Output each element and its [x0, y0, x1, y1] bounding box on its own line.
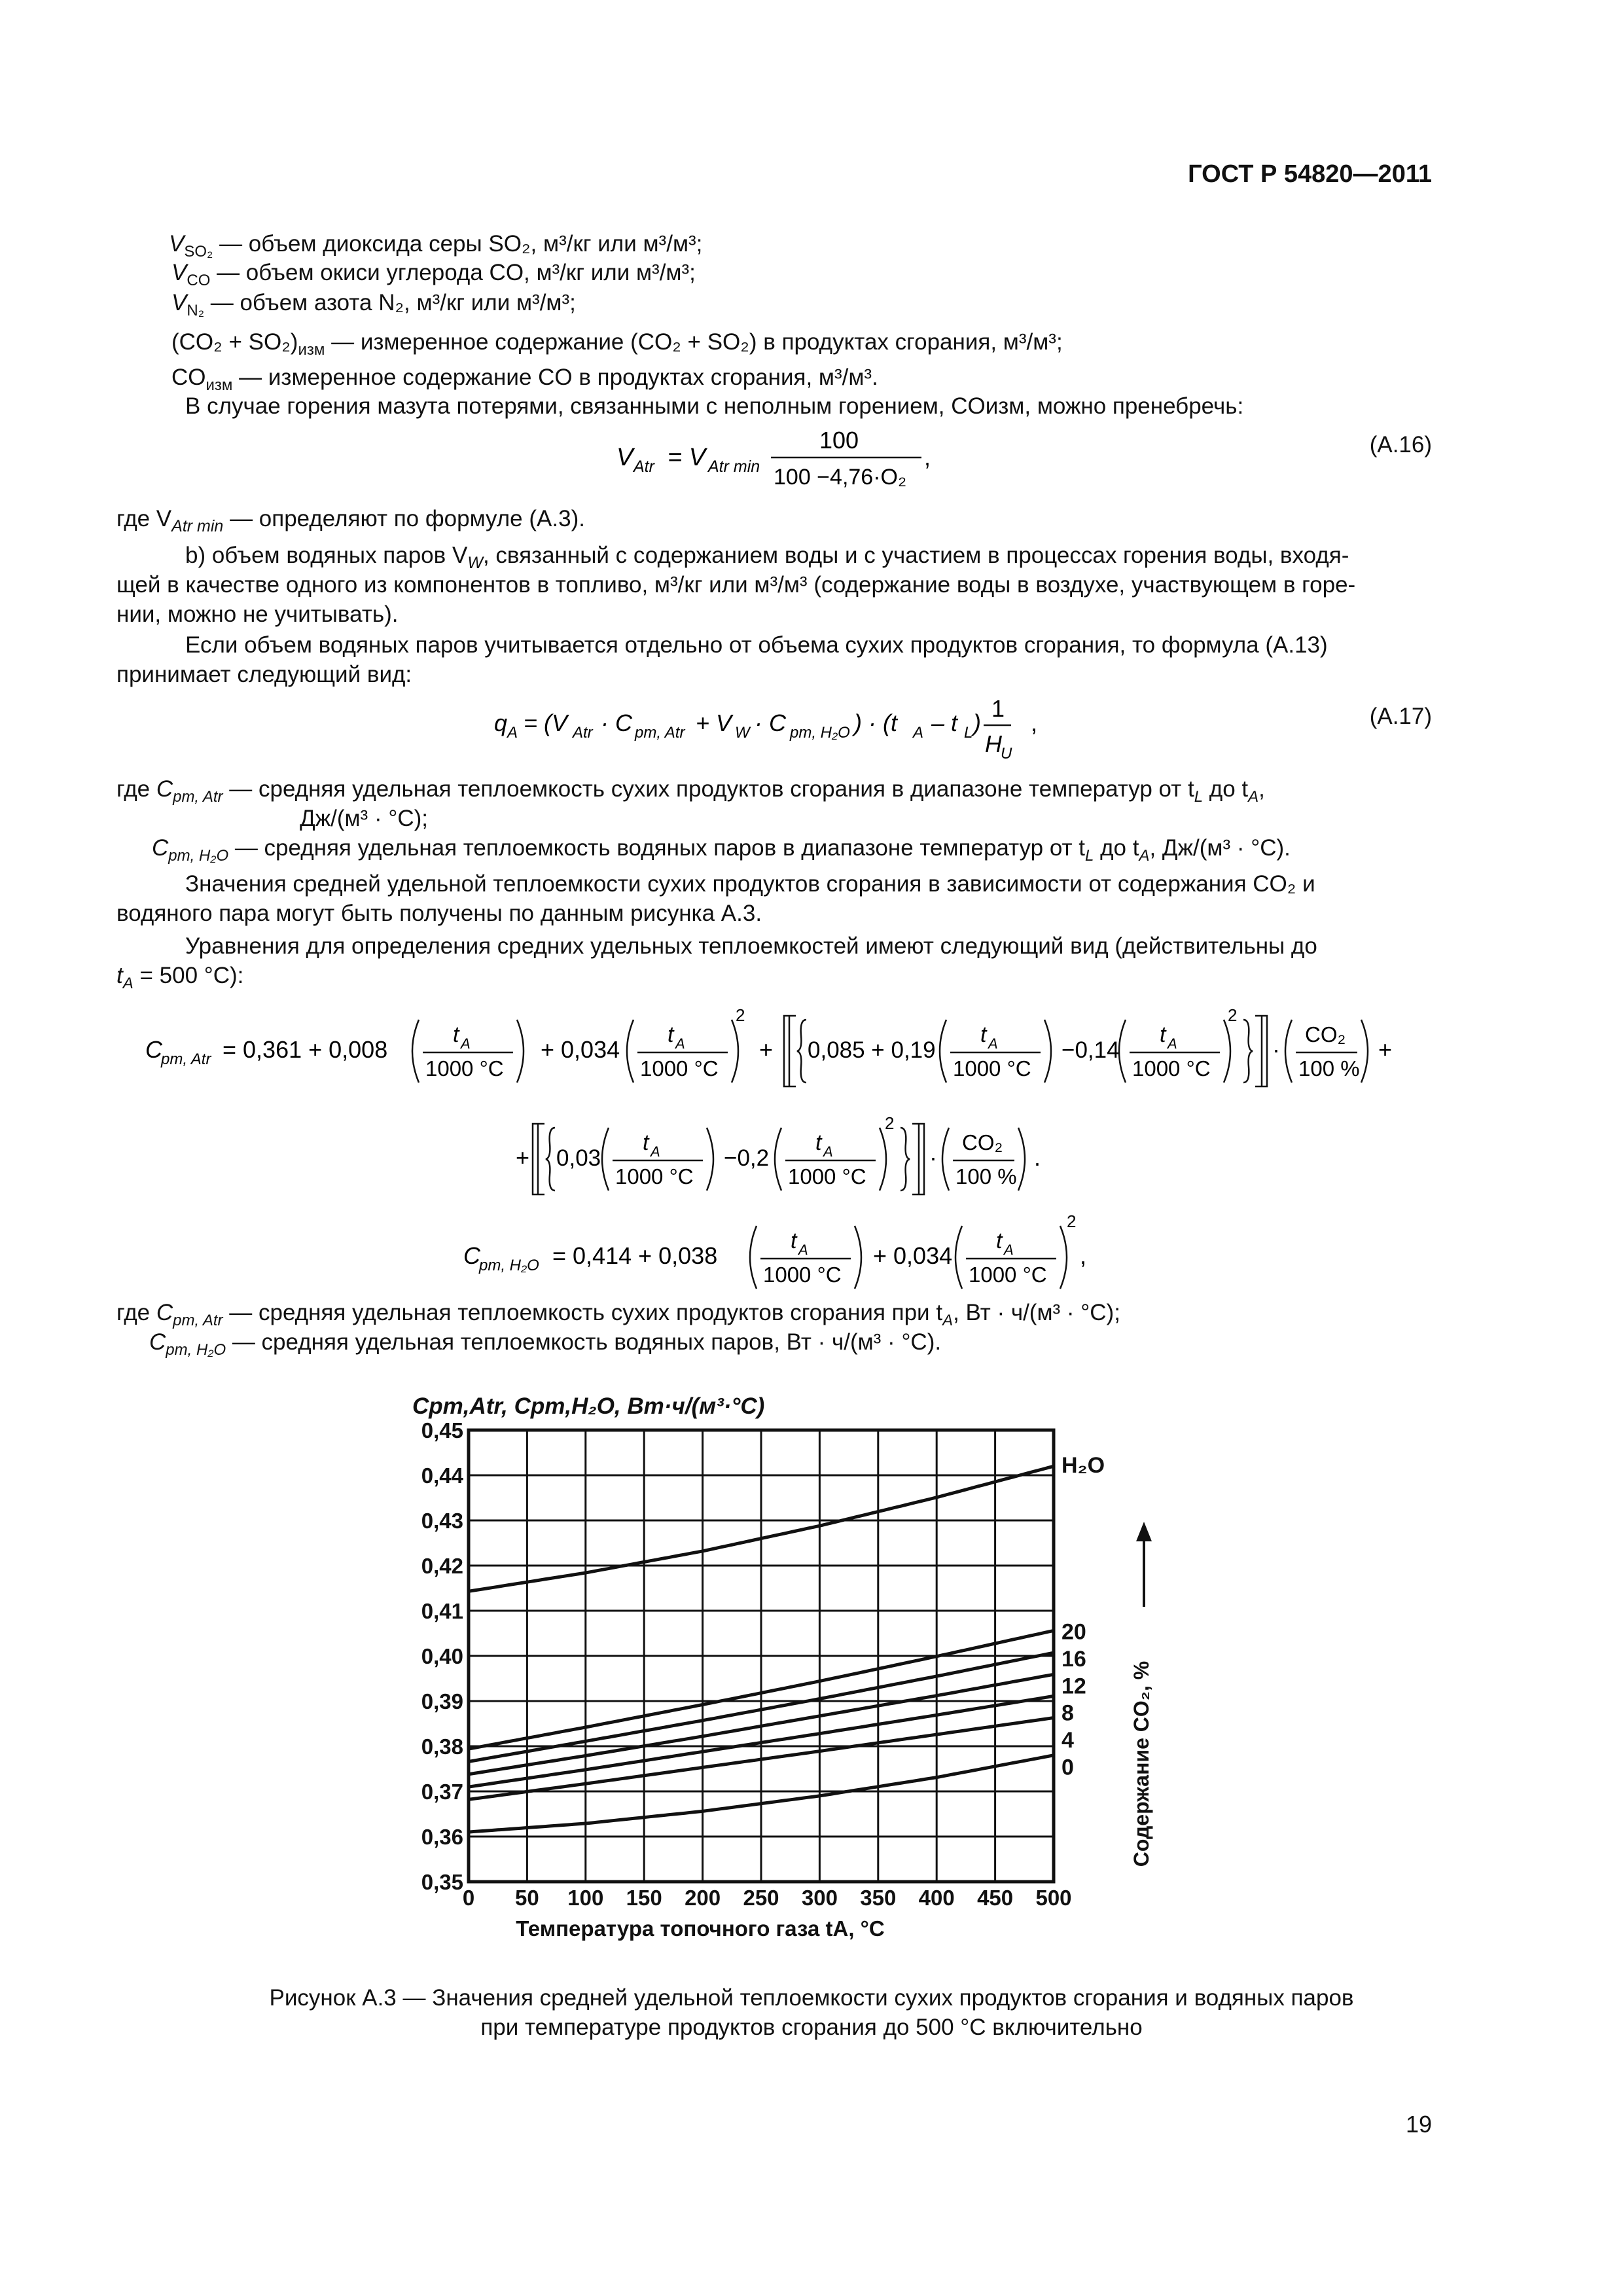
eq17-c1: · C [601, 709, 632, 736]
series-label: 0 [1061, 1755, 1074, 1780]
equation-cpm-h2o [458, 1208, 1099, 1299]
series-label: 8 [1061, 1700, 1074, 1726]
cpm-tail: . [1034, 1144, 1041, 1171]
eq16-rhs-sub: Atr min [708, 457, 760, 476]
eq17-open: = (V [524, 709, 568, 736]
y-tick-label: 0,39 [421, 1689, 463, 1713]
chart-right-axis-label: Содержание CO₂, % [1130, 1660, 1153, 1867]
cpm-co2-den: 100 % [1298, 1056, 1360, 1081]
chart-xlabel: Температура топочного газа tA, °C [516, 1916, 885, 1941]
cpm-frac-num-sub: A [651, 1143, 660, 1160]
eq17-number: (А.17) [1369, 704, 1432, 729]
h2o-frac-num: t [996, 1229, 1003, 1253]
para-b-line3: нии, можно не учитывать). [116, 601, 399, 627]
series-label: 16 [1061, 1647, 1086, 1672]
paren-left [942, 1128, 949, 1191]
equation-cpm-atr-line1 [145, 1001, 1402, 1093]
eq17-close: ) [973, 709, 981, 736]
paren-right [1018, 1128, 1025, 1191]
arrow-head [1136, 1522, 1152, 1541]
para-values-line2: водяного пара могут быть получены по данным рисунка А.3. [116, 901, 762, 926]
eq17-q-sub: A [507, 724, 518, 742]
where-label: где [116, 776, 156, 802]
where-t2: A [1248, 788, 1259, 806]
def-symbol-sub: изм [205, 376, 233, 394]
def-text: — измеренное содержание CO в продуктах сгорания, м³/м³. [232, 365, 878, 390]
where-sym: C [152, 835, 169, 861]
def-text: — объем диоксида серы SO₂, м³/кг или м³/м³; [213, 231, 703, 257]
para-separate-line2: принимает следующий вид: [116, 662, 412, 687]
cpm-c8: −0,2 [724, 1145, 770, 1171]
para-eqs-line1: Уравнения для определения средних удельных теплоемкостей имеют следующий вид (действительны до [185, 933, 1317, 959]
def-symbol: V [171, 290, 187, 315]
cpm-co2-num: CO₂ [962, 1130, 1003, 1155]
def-symbol-sub: SO₂ [184, 243, 213, 260]
paren-right [1060, 1226, 1067, 1289]
cpm-frac-num-sub: A [823, 1143, 833, 1160]
eq16-tail: , [924, 444, 931, 471]
para-b-start: b) объем водяных паров V [185, 543, 468, 568]
h2o-c0: = 0,414 + 0,038 [552, 1242, 718, 1269]
paren-right [855, 1226, 861, 1289]
eq17-tpart: ) · (t [854, 709, 897, 736]
figure-caption-line2: при температуре продуктов сгорания до 500 °C включительно [480, 2015, 1143, 2040]
chart-arrow [1136, 1522, 1152, 1607]
paren-left [602, 1128, 609, 1191]
cpm-frac-den: 1000 °C [425, 1056, 504, 1081]
bracket-right [1255, 1016, 1267, 1086]
equation-cpm-atr-line2 [510, 1109, 1086, 1201]
where-final-line2 [149, 1329, 941, 1364]
cpm-c1: + 0,034 [541, 1036, 620, 1063]
where-text: — средняя удельная теплоемкость водяных паров в диапазоне температур от t [228, 835, 1086, 861]
where-label: где [116, 1300, 156, 1325]
chart-grid [469, 1430, 1054, 1882]
eq17-frac-num: 1 [991, 695, 1005, 722]
h2o-frac-den: 1000 °C [763, 1263, 842, 1287]
eq17-minus: – t [931, 709, 958, 736]
h2o-lhs-sub: pm, H₂O [479, 1257, 539, 1274]
cpm-c7: 0,03 [556, 1145, 601, 1171]
para-b-line2: щей в качестве одного из компонентов в топливо, м³/кг или м³/м³ (содержание воды в воздухе, участвующем в горе- [116, 572, 1356, 598]
cpm-c5: · [1272, 1036, 1280, 1063]
def-symbol-sub: N₂ [187, 302, 205, 319]
cpm-frac-num-sub: A [461, 1035, 471, 1052]
y-tick-label: 0,41 [421, 1599, 463, 1623]
where-t1: L [1085, 847, 1094, 865]
def-symbol-sub: CO [187, 272, 211, 289]
document-id: ГОСТ Р 54820—2011 [1188, 160, 1432, 188]
cpm-pow: 2 [736, 1005, 745, 1025]
where-17-line3 [152, 834, 1291, 870]
paren-left [627, 1020, 633, 1083]
para-b-rest: , связанный с содержанием воды и с участием в процессах горения воды, входя- [482, 543, 1349, 568]
y-tick-label: 0,40 [421, 1644, 463, 1668]
brace-left [797, 1020, 806, 1083]
paren-left [955, 1226, 962, 1289]
where-end: , [1258, 776, 1265, 802]
paren-right [1224, 1020, 1230, 1083]
eq16-lhs: V [616, 444, 633, 471]
cpm-frac-num: t [643, 1130, 649, 1155]
x-tick-label: 500 [1035, 1886, 1072, 1910]
h2o-frac-den: 1000 °C [969, 1263, 1047, 1287]
cpm-co2-num: CO₂ [1305, 1022, 1346, 1047]
def-symbol: V [169, 231, 185, 257]
cpm-pow: 2 [885, 1113, 895, 1133]
cpm-pow: 2 [1228, 1005, 1238, 1025]
equation-a17 [488, 684, 1063, 769]
h2o-tail: , [1080, 1242, 1087, 1269]
def-text: — объем окиси углерода CO, м³/кг или м³/м³; [210, 260, 696, 285]
chart-figure-a3 [393, 1381, 1165, 1957]
cpm-c4: −0,14 [1061, 1037, 1120, 1063]
para-separate-line1: Если объем водяных паров учитывается отдельно от объема сухих продуктов сгорания, то формула (А.13) [185, 632, 1328, 658]
where-text: — средняя удельная теплоемкость сухих продуктов сгорания в диапазоне температур от t [223, 776, 1194, 802]
para-eqs-t-sub: A [122, 975, 134, 992]
where-mid: до t [1203, 776, 1249, 802]
paren-left [775, 1128, 781, 1191]
brace-left [546, 1128, 555, 1191]
where-sym: C [149, 1329, 166, 1355]
paren-left [1285, 1020, 1292, 1083]
where-16-rest: — определяют по формуле (А.3). [223, 506, 585, 531]
para-values-line1: Значения средней удельной теплоемкости сухих продуктов сгорания в зависимости от содержания CO₂ и [185, 871, 1315, 897]
bracket-left [784, 1016, 796, 1086]
where-sym: C [156, 776, 173, 802]
where-sym: C [156, 1300, 173, 1325]
x-tick-label: 300 [801, 1886, 838, 1910]
series-label: 12 [1061, 1674, 1086, 1699]
where-mid: до t [1094, 835, 1139, 861]
eq17-q: q [494, 709, 508, 736]
figure-caption-line1: Рисунок А.3 — Значения средней удельной теплоемкости сухих продуктов сгорания и водяных паров [269, 1985, 1354, 2011]
para-eqs-line2 [116, 962, 243, 997]
eq17-vw: W [735, 724, 750, 742]
h2o-frac-num-sub: A [1004, 1242, 1014, 1258]
equation-a16 [609, 422, 949, 501]
cpm-frac-num: t [668, 1022, 674, 1047]
eq17-tl: L [964, 724, 973, 742]
chart-ylabel: Cpm,Atr, Cpm,H₂O, Вт·ч/(м³·°C) [412, 1393, 765, 1419]
def-n2 [171, 289, 576, 325]
eq17-frac-den-sub: U [1001, 745, 1012, 762]
cpm-frac-num: t [1160, 1022, 1166, 1047]
cpm-frac-den: 1000 °C [615, 1164, 694, 1189]
para-b-sub: W [467, 554, 483, 572]
eq17-ta: A [913, 724, 924, 742]
x-tick-label: 400 [918, 1886, 955, 1910]
eq16-numerator: 100 [819, 427, 859, 454]
def-symbol-sub: изм [298, 341, 325, 359]
cpm-co2-den: 100 % [955, 1164, 1017, 1189]
series-label: 20 [1061, 1619, 1086, 1645]
h2o-c1: + 0,034 [873, 1242, 953, 1269]
page-number: 19 [1405, 2111, 1432, 2138]
para-eqs-rest: = 500 °C): [133, 963, 244, 988]
y-tick-label: 0,44 [421, 1463, 463, 1488]
eq17-tail: , [1031, 709, 1038, 736]
paren-right [880, 1128, 886, 1191]
cpm-frac-num-sub: A [675, 1035, 685, 1052]
paren-right [517, 1020, 524, 1083]
cpm-frac-den: 1000 °C [1132, 1056, 1211, 1081]
paren-right [732, 1020, 738, 1083]
bracket-right [912, 1124, 924, 1194]
para-mazut: В случае горения мазута потерями, связанными с неполным горением, COизм, можно пренебречь: [185, 393, 1244, 419]
cpm-frac-den: 1000 °C [640, 1056, 719, 1081]
h2o-frac-num-sub: A [798, 1242, 808, 1258]
where-sym-sub: pm, H₂O [166, 1341, 226, 1359]
cpm-c0: = 0,361 + 0,008 [223, 1036, 388, 1063]
y-tick-label: 0,35 [421, 1870, 463, 1894]
cpm-c6: + [1378, 1036, 1393, 1063]
series-label: 4 [1061, 1727, 1074, 1753]
def-symbol: (CO₂ + SO₂) [171, 329, 298, 355]
cpm-c3: 0,085 + 0,19 [808, 1037, 936, 1063]
def-symbol: CO [171, 365, 206, 390]
cpm-frac-num-sub: A [988, 1035, 998, 1052]
where-text: — средняя удельная теплоемкость сухих продуктов сгорания при t [223, 1300, 943, 1325]
y-tick-label: 0,42 [421, 1554, 463, 1578]
paren-right [707, 1128, 713, 1191]
eq16-number: (А.16) [1369, 432, 1432, 457]
where-sym-sub: pm, H₂O [168, 847, 229, 865]
where-t1: L [1194, 788, 1204, 806]
y-tick-label: 0,36 [421, 1825, 463, 1849]
x-tick-label: 350 [860, 1886, 897, 1910]
paren-left [412, 1020, 419, 1083]
eq16-rhs: = V [668, 444, 706, 471]
cpm-frac-num: t [453, 1022, 459, 1047]
cpm-frac-num: t [980, 1022, 987, 1047]
x-tick-label: 200 [685, 1886, 721, 1910]
cpm-frac-num: t [815, 1130, 822, 1155]
where-end: , Вт · ч/(м³ · °C); [953, 1300, 1120, 1325]
series-label: H₂O [1061, 1453, 1105, 1479]
paren-left [1119, 1020, 1126, 1083]
cpm-lhs: C [145, 1036, 162, 1063]
brace-right [901, 1128, 910, 1191]
where-16-label: где V [116, 506, 172, 531]
eq17-vatr: Atr [573, 724, 593, 742]
bracket-left [533, 1124, 544, 1194]
cpm-frac-den: 1000 °C [953, 1056, 1031, 1081]
eq16-lhs-sub: Atr [633, 457, 654, 476]
where-sym-sub: pm, Atr [173, 788, 223, 806]
cpm-lhs-sub: pm, Atr [161, 1050, 211, 1068]
def-symbol: V [171, 260, 187, 285]
x-tick-label: 150 [626, 1886, 662, 1910]
brace-right [1243, 1020, 1253, 1083]
where-17-line2: Дж/(м³ · °C); [300, 806, 428, 831]
where-t: A [942, 1312, 954, 1329]
cpm-c2: + [759, 1036, 774, 1063]
eq17-c2: · C [755, 709, 786, 736]
where-end: , Дж/(м³ · °C). [1149, 835, 1291, 861]
def-text: — измеренное содержание (CO₂ + SO₂) в продуктах сгорания, м³/м³; [325, 329, 1063, 355]
paren-right [1044, 1020, 1051, 1083]
y-tick-label: 0,38 [421, 1734, 463, 1759]
paren-right [1361, 1020, 1368, 1083]
where-17-line1 [116, 776, 1265, 811]
h2o-frac-num: t [791, 1229, 797, 1253]
where-sym-sub: pm, Atr [173, 1312, 223, 1329]
eq16-denominator: 100 −4,76·O₂ [774, 465, 907, 490]
h2o-lhs: C [463, 1242, 480, 1269]
x-tick-label: 100 [567, 1886, 604, 1910]
eq17-c2-sub: pm, H₂O [790, 724, 850, 742]
where-t2: A [1139, 847, 1150, 865]
eq17-c1-sub: pm, Atr [635, 724, 685, 742]
def-text: — объем азота N₂, м³/кг или м³/м³; [204, 290, 576, 315]
cpm-c9: · [929, 1144, 937, 1171]
x-tick-label: 0 [462, 1886, 475, 1910]
h2o-pow: 2 [1067, 1211, 1077, 1231]
def-co2so2 [171, 329, 1063, 364]
chart-series-labels [1061, 1453, 1105, 1780]
eq17-frac-den: H [985, 730, 1002, 757]
y-tick-label: 0,43 [421, 1509, 463, 1533]
y-tick-label: 0,37 [421, 1780, 463, 1804]
eq17-plus: + V [696, 709, 732, 736]
x-tick-label: 250 [743, 1886, 779, 1910]
where-16 [116, 505, 585, 540]
cpm-line2-plus: + [516, 1144, 530, 1171]
x-tick-label: 50 [515, 1886, 539, 1910]
where-16-sub: Atr min [171, 517, 224, 535]
y-tick-label: 0,45 [421, 1418, 463, 1443]
cpm-frac-den: 1000 °C [788, 1164, 866, 1189]
paren-left [940, 1020, 946, 1083]
para-eqs-t: t [116, 963, 123, 988]
paren-left [750, 1226, 757, 1289]
x-tick-label: 450 [977, 1886, 1014, 1910]
cpm-frac-num-sub: A [1168, 1035, 1177, 1052]
where-text: — средняя удельная теплоемкость водяных паров, Вт · ч/(м³ · °C). [226, 1329, 942, 1355]
